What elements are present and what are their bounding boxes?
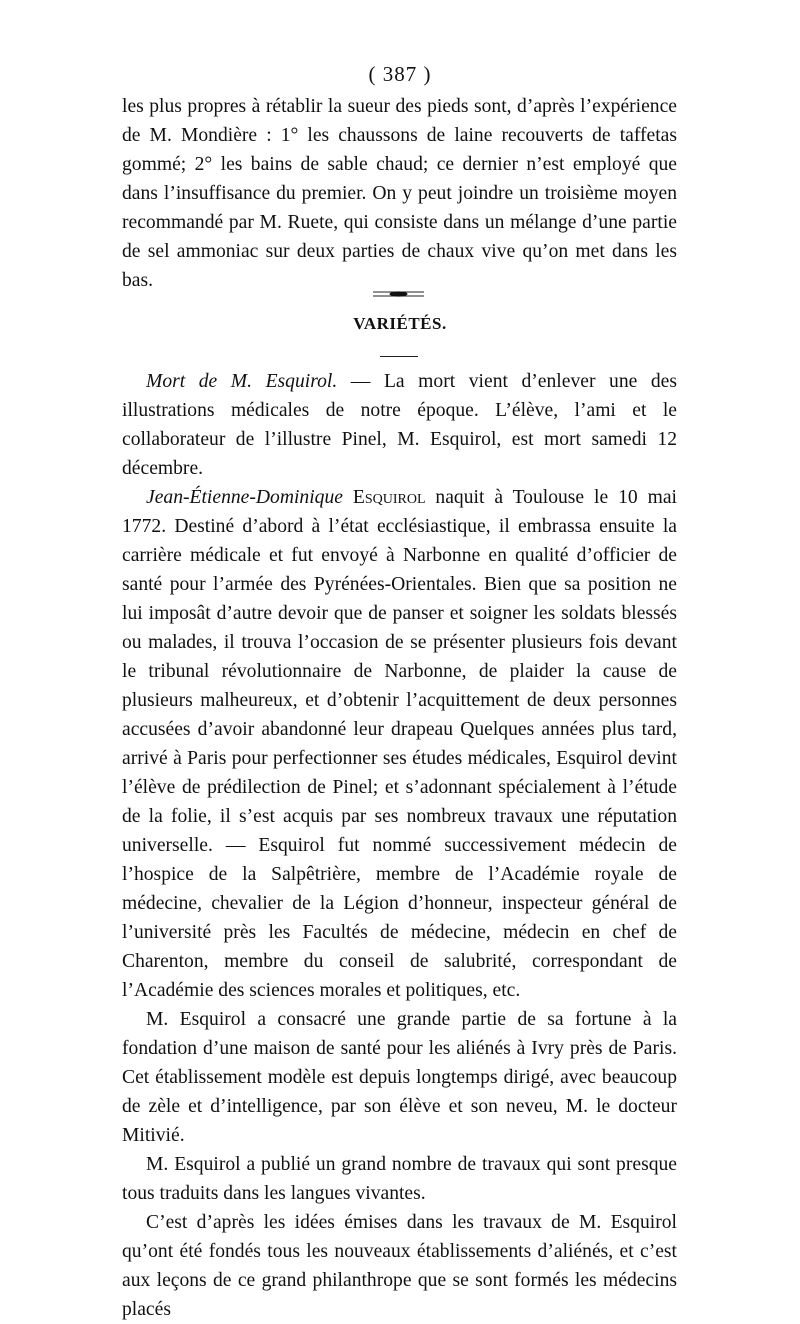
section-title: VARIÉTÉS. (353, 314, 447, 333)
article-biography: naquit à Toulouse le 10 mai 1772. Destiné d’abord à l’état ecclésiastique, il embrassa ensuite la carrière médicale et fut envoyé à Narbonne en qualité d’officier de santé pour l’armée des Pyrénées-Orientales. Bien que sa position ne lui imposât d’autre devoir que de panser et soigner les soldats blessés ou malades, il trouva l’occasion de se présenter plusieurs fois devant le tribunal révolutionnaire de Narbonne, de plaider la cause de plusieurs malheureux, et d’obtenir l’acquittement de deux personnes accusées d’avoir abandonné leur drapeau Quelques années plus tard, arrivé à Paris pour perfectionner ses études médicales, Esquirol devint l’élève de prédilection de Pinel; et s’adonnant spécialement à l’étude de la folie, il s’est acquis par ses nombreux travaux une réputation universelle. — Esquirol fut nommé successivement médecin de l’hospice de la Salpêtrière, membre de l’Académie royale de médecine, chevalier de la Légion d’honneur, inspecteur général de l’université près les Facultés de médecine, médecin en chef de Charenton, membre du conseil de salubrité, correspondant de l’Académie des sciences morales et politiques, etc. (122, 487, 677, 1001)
intro-text: les plus propres à rétablir la sueur des pieds sont, d’après l’expérience de M. Mondière : 1° les chaussons de laine recouverts de taffetas gommé; 2° les bains de sable chaud; ce dernier n’est employé que dans l’insuffisance du premier. On y peut joindre un troisième moyen recommandé par M. Ruete, qui consiste dans un mélange d’une partie de sel ammoniac sur deux parties de chaux vive qu’on met dans les bas. (122, 96, 677, 291)
article-surname: Esquirol (352, 487, 426, 508)
article-body (122, 367, 677, 1324)
article-full-names: Jean-Étienne-Dominique (146, 487, 343, 508)
intro-paragraph (122, 92, 677, 295)
page-number: ( 387 ) (368, 62, 432, 86)
article-paragraph-5: C’est d’après les idées émises dans les travaux de M. Esquirol qu’ont été fondés tous les nouveaux établissements d’aliénés, et c’est aux leçons de ce grand philanthrope que se sont formés les médecins placés (122, 1212, 677, 1320)
article-heading: Mort de M. Esquirol. (146, 371, 338, 392)
article-paragraph-1 (122, 367, 677, 483)
ornament-divider-icon (371, 288, 426, 300)
article-lead: — La mort vient d’enlever une des illustrations médicales de notre époque. L’élève, l’ami et le collaborateur de l’illustre Pinel, M. Esquirol, est mort samedi 12 décembre. (122, 371, 677, 479)
article-paragraph-3: M. Esquirol a consacré une grande partie de sa fortune à la fondation d’une maison de santé pour les aliénés à Ivry près de Paris. Cet établissement modèle est depuis longtemps dirigé, avec beaucoup de zèle et d’intelligence, par son élève et son neveu, M. le docteur Mitivié. (122, 1009, 677, 1146)
article-paragraph-2 (122, 483, 677, 1005)
title-rule (380, 356, 418, 357)
article-paragraph-4: M. Esquirol a publié un grand nombre de travaux qui sont presque tous traduits dans les langues vivantes. (122, 1154, 677, 1204)
